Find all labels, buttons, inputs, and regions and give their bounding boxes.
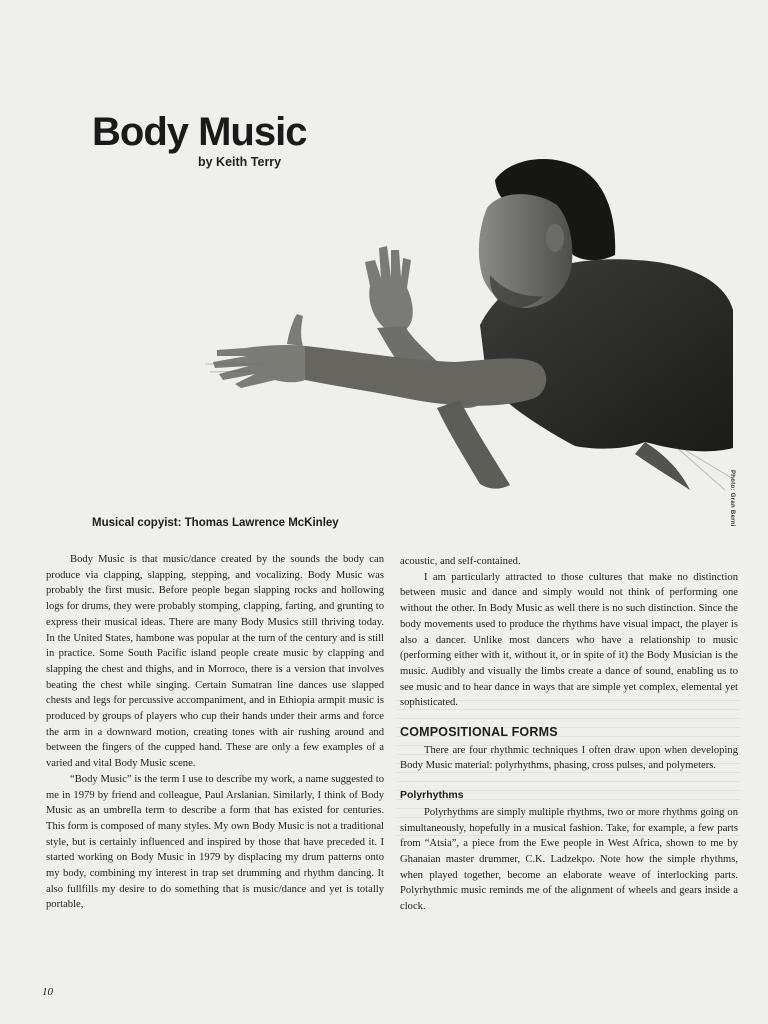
right-column	[400, 554, 738, 915]
performer-photo	[205, 150, 740, 505]
continued-paragraph: acoustic, and self-contained.	[400, 556, 521, 567]
page-number: 10	[42, 986, 53, 998]
subsection-heading: Polyrhythms	[400, 789, 464, 802]
section-heading: COMPOSITIONAL FORMS	[400, 725, 558, 740]
article-byline: by Keith Terry	[198, 155, 282, 169]
body-paragraph: There are four rhythmic techniques I often draw upon when developing Body Music material: polyrhythms, phasing, cross pulses, and polymeters.	[400, 744, 738, 772]
copyist-credit: Musical copyist: Thomas Lawrence McKinley	[92, 517, 339, 529]
performer-raised-hand	[365, 246, 413, 330]
body-paragraph: Polyrhythms are simply multiple rhythms, two or more rhythms going on simultaneously, hopefully in a musical fashion. Take, for example, a few parts from “Atsia”, a piece from the Ewe people in West Africa, shown to me by Ghanaian master drummer, C.K. Ladzekpo. Note how the simple rhythms, when played together, become an elaborate weave of interlocking parts. Polyrhythmic music reminds me of the alignment of wheels and gears inside a clock.	[400, 806, 738, 913]
article-title: Body Music	[92, 110, 307, 154]
photo-credit: Photo: Gran Berni	[729, 470, 735, 527]
body-paragraph: “Body Music” is the term I use to describe my work, a name suggested to me in 1979 by friend and colleague, Paul Arslanian. Similarly, I think of Body Music as an umbrella term to describe a form that has existed for centuries. This form is composed of many styles. My own Body Music is not a traditional style, but is certainly influenced and inspired by those that have preceded it. I started working on Body Music in 1979 by displacing my drum patterns onto my body, combining my interest in trap set drumming and rhythm dancing. It also fullfills my desire to do something that is music/dance and yet is totally portable,	[46, 773, 384, 911]
performer-extended-hand	[213, 345, 305, 388]
left-column	[46, 552, 384, 913]
body-paragraph: I am particularly attracted to those cultures that make no distinction between music and dance and simply would not think of performing one without the other. In Body Music as well there is no such distinction. Since the body movements used to produce the rhythms have visual impact, the player is also a dancer. Unlike most dancers who have a relationship to music (performing either with it, without it, or in spite of it) the Body Musician is the music. Audibly and visually the limbs create a dance of sound, enabling us to see music and to hear dance in ways that are simple yet complex, elemental yet sophisticated.	[400, 571, 738, 709]
body-paragraph: Body Music is that music/dance created by the sounds the body can produce via clapping, slapping, stepping, and vocalizing. Body Music was probably the first music. Before people began slapping rocks and hollowing logs for drums, they were probably stomping, clapping, farting, and grunting to express their musical ideas. There are many Body Musics still thriving today. In the United States, hambone was popular at the turn of the century and is still in practice. Some South Pacific island people create music by clapping and slapping the chest and thighs, and in Morroco, there is a version that involves beating the chest while singing. Certain Sumatran line dances use slapped chests and legs for percussive accompaniment, and in Ethiopia armpit music is produced by groups of players who cup their hands under their arms and force the arm in a downward motion, creating tones with air rushing around and between the fingers of the cupped hand. These are only a few examples of a varied and vital Body Music scene.	[46, 554, 384, 770]
